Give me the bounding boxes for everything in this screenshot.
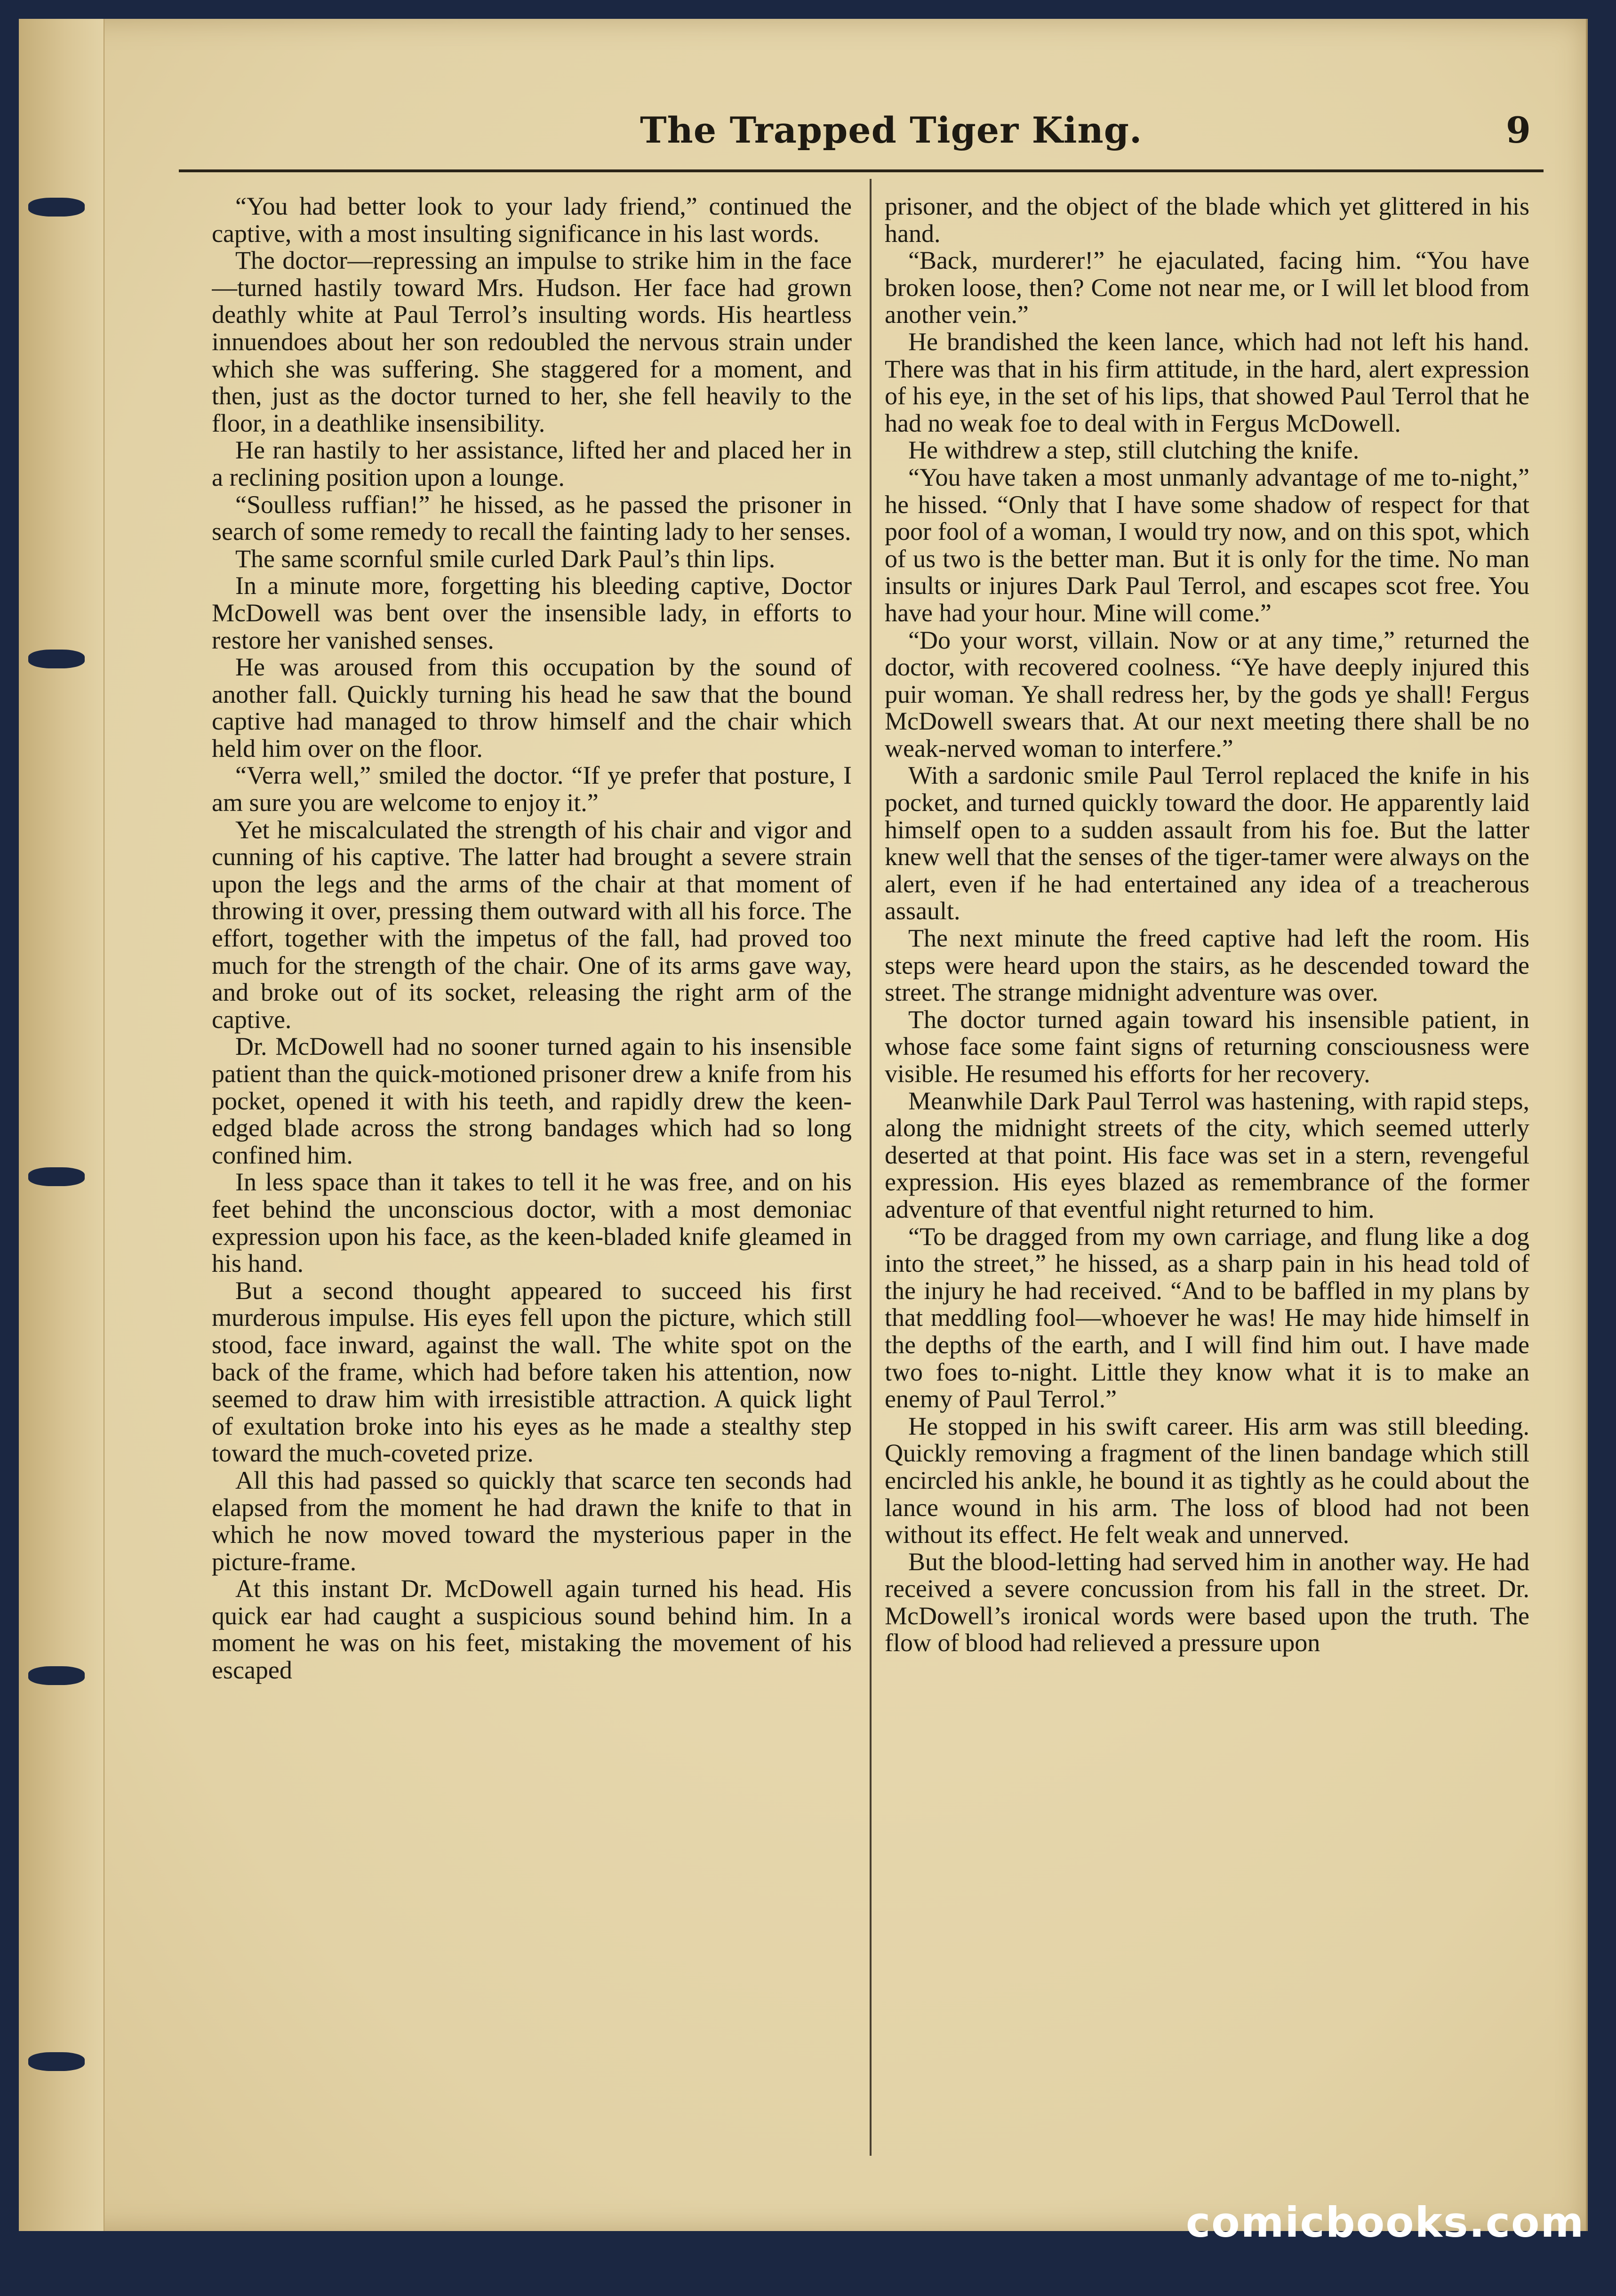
header-rule xyxy=(179,169,1544,172)
running-title: The Trapped Tiger King. xyxy=(640,109,1143,151)
paragraph: With a sardonic smile Paul Terrol replaced the knife in his pocket, and turned quickly toward the door. He apparently laid himself open to a sudden assault from his foe. But the latter knew well that the senses of the tiger-tamer were always on the alert, even if he had entertained any idea of a treacherous assault. xyxy=(885,761,1529,925)
binding-stitch xyxy=(28,1666,85,1685)
paragraph: “To be dragged from my own carriage, and flung like a dog into the street,” he hissed, as a sharp pain in his head told of the injury he had received. “And to be baffled in my plans by that meddling fool—whoever he was! He may hide himself in the depths of the earth, and I will find him out. I have made two foes to-night. Little they know what it is to make an enemy of Paul Terrol.” xyxy=(885,1222,1529,1413)
page-number: 9 xyxy=(1506,109,1531,151)
left-column xyxy=(212,193,852,2160)
paragraph: He withdrew a step, still clutching the knife. xyxy=(908,436,1360,465)
paragraph: The next minute the freed captive had left the room. His steps were heard upon the stairs, as he descended toward the street. The strange midnight adventure was over. xyxy=(885,924,1529,1007)
paragraph: “Verra well,” smiled the doctor. “If ye prefer that posture, I am sure you are welcome to enjoy it.” xyxy=(212,761,852,817)
paragraph: In a minute more, forgetting his bleeding captive, Doctor McDowell was bent over the insensible lady, in efforts to restore her vanished senses. xyxy=(212,571,852,654)
paragraph: In less space than it takes to tell it he was free, and on his feet behind the unconscious doctor, with a most demoniac expression upon his face, as the keen-bladed knife gleamed in his hand. xyxy=(212,1168,852,1278)
paragraph: The doctor—repressing an impulse to strike him in the face—turned hastily toward Mrs. Hudson. Her face had grown deathly white at Paul Terrol’s insulting words. His heartless innuendoes about her son redoubled the nervous strain under which she was suffering. She staggered for a moment, and then, just as the doctor turned to her, she fell heavily to the floor, in a deathlike insensibility. xyxy=(212,246,852,437)
binding-stitch xyxy=(28,198,85,217)
paragraph: The doctor turned again toward his insensible patient, in whose face some faint signs of returning consciousness were visible. He resumed his efforts for her recovery. xyxy=(885,1005,1529,1088)
right-column xyxy=(885,193,1529,2160)
paragraph: “Soulless ruffian!” he hissed, as he passed the prisoner in search of some remedy to recall the fainting lady to her senses. xyxy=(212,490,852,546)
paragraph: “You have taken a most unmanly advantage of me to-night,” he hissed. “Only that I have some shadow of respect for that poor fool of a woman, I would try now, and on this spot, which of us two is the better man. But it is only for the time. No man insults or injures Dark Paul Terrol, and escapes scot free. You have had your hour. Mine will come.” xyxy=(885,463,1529,627)
page-binding-edge xyxy=(19,19,104,2231)
paragraph: At this instant Dr. McDowell again turned his head. His quick ear had caught a suspicious sound behind him. In a moment he was on his feet, mistaking the movement of his escaped xyxy=(212,1574,852,1685)
paragraph: He stopped in his swift career. His arm was still bleeding. Quickly removing a fragment of the linen bandage which still encircled his ankle, he bound it as tightly as he could about the lance wound in his arm. The loss of blood had not been without its effect. He felt weak and unnerved. xyxy=(885,1412,1529,1549)
paragraph: He ran hastily to her assistance, lifted her and placed her in a reclining position upon a lounge. xyxy=(212,436,852,491)
paragraph: “You had better look to your lady friend,” continued the captive, with a most insulting significance in his last words. xyxy=(212,193,852,248)
paragraph: He brandished the keen lance, which had not left his hand. There was that in his firm attitude, in the hard, alert expression of his eye, in the set of his lips, that showed Paul Terrol that he had no weak foe to deal with in Fergus McDowell. xyxy=(885,327,1529,437)
paragraph: Yet he miscalculated the strength of his chair and vigor and cunning of his captive. The latter had brought a severe strain upon the legs and the arms of the chair at that moment of throwing it over, pressing them outward with all his force. The effort, together with the impetus of the fall, had proved too much for the strength of the chair. One of its arms gave way, and broke out of its socket, releasing the right arm of the captive. xyxy=(212,815,852,1034)
binding-stitch xyxy=(28,1167,85,1186)
paragraph: “Do your worst, villain. Now or at any time,” returned the doctor, with recovered coolness. “Ye have deeply injured this puir woman. Ye shall redress her, by the gods ye shall! Fergus McDowell swears that. At our next meeting there shall be no weak-nerved woman to interfere.” xyxy=(885,626,1529,763)
binding-stitch xyxy=(28,2052,85,2071)
paragraph-continuation: prisoner, and the object of the blade which yet glittered in his hand. xyxy=(885,193,1529,248)
paragraph: Dr. McDowell had no sooner turned again to his insensible patient than the quick-motioned prisoner drew a knife from his pocket, opened it with his teeth, and rapidly drew the keen-edged blade across the strong bandages which had so long confined him. xyxy=(212,1032,852,1169)
paragraph: But a second thought appeared to succeed his first murderous impulse. His eyes fell upon the picture, which still stood, face inward, against the wall. The white spot on the back of the frame, which had before taken his attention, now seemed to draw him with irresistible attraction. A quick light of exultation broke into his eyes as he made a stealthy step toward the much-coveted prize. xyxy=(212,1276,852,1468)
binding-stitch xyxy=(28,650,85,668)
paragraph: The same scornful smile curled Dark Paul’s thin lips. xyxy=(235,544,776,573)
paragraph: He was aroused from this occupation by the sound of another fall. Quickly turning his head he saw that the bound captive had managed to throw himself and the chair which held him over on the floor. xyxy=(212,653,852,763)
paragraph: All this had passed so quickly that scarce ten seconds had elapsed from the moment he had drawn the knife to that in which he now moved toward the mysterious paper in the picture-frame. xyxy=(212,1466,852,1576)
watermark: comicbooks.com xyxy=(1186,2198,1585,2247)
paragraph: “Back, murderer!” he ejaculated, facing him. “You have broken loose, then? Come not near me, or I will let blood from another vein.” xyxy=(885,246,1529,329)
paragraph: But the blood-letting had served him in another way. He had received a severe concussion from his fall in the street. Dr. McDowell’s ironical words were based upon the truth. The flow of blood had relieved a pressure upon xyxy=(885,1547,1529,1657)
paragraph: Meanwhile Dark Paul Terrol was hastening, with rapid steps, along the midnight streets of the city, which seemed utterly deserted at that point. His face was set in a stern, revengeful expression. His eyes blazed as remembrance of the former adventure of that eventful night returned to him. xyxy=(885,1086,1529,1223)
column-divider xyxy=(870,179,872,2156)
